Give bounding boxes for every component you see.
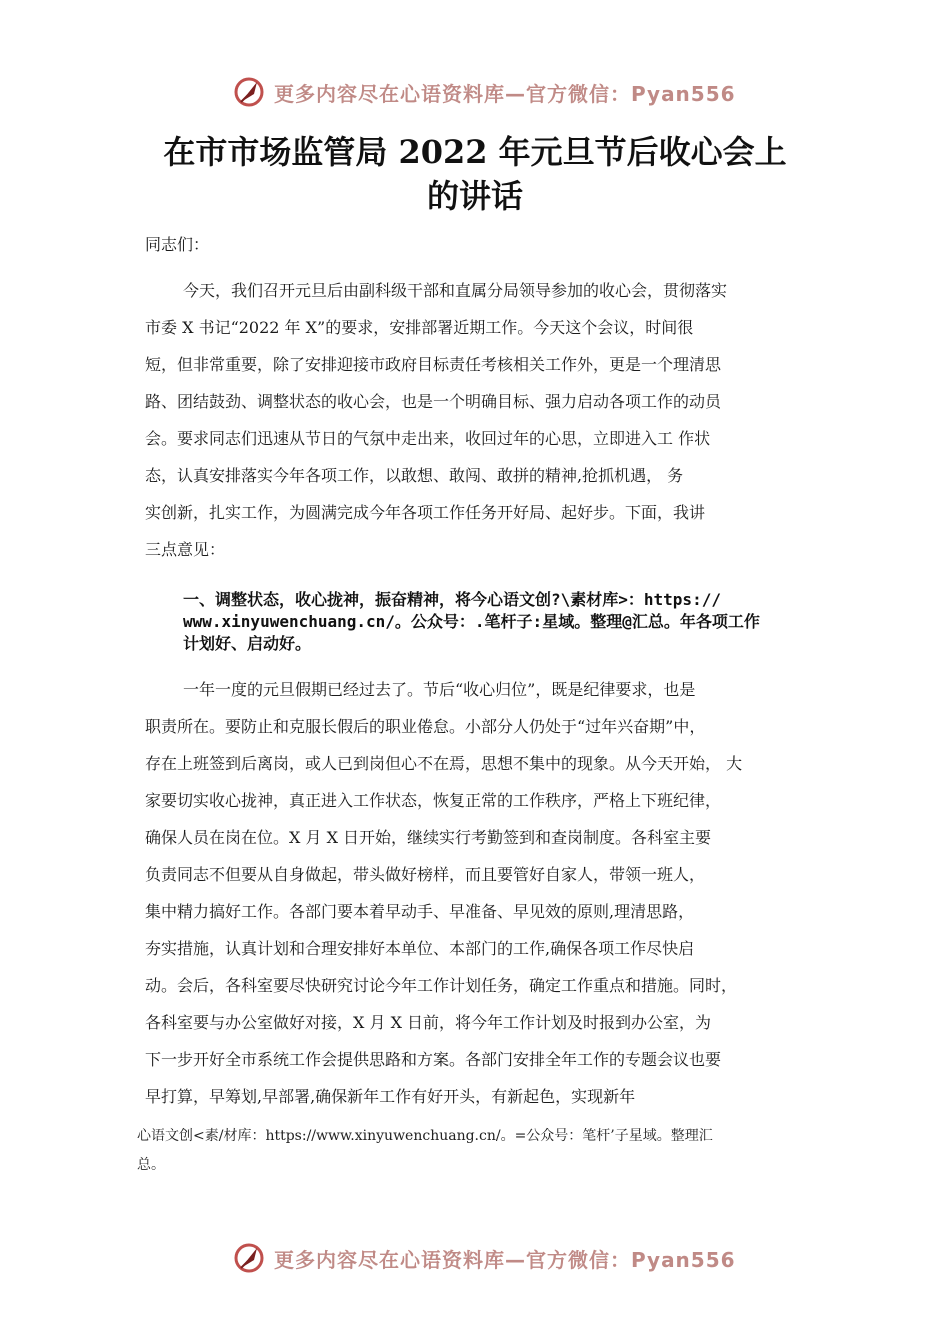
text-line: 一年一度的元旦假期已经过去了。节后“收心归位”，既是纪律要求，也是 [183,680,696,699]
quill-logo-icon [232,1241,266,1275]
text-line: 市委 X 书记“2022 年 X”的要求，安排部署近期工作。今天这个会议，时间很 [145,318,694,337]
text-line: 三点意见： [145,540,226,559]
footer-banner [232,1238,736,1278]
text-line: 路、团结鼓劲、调整状态的收心会，也是一个明确目标、强力启动各项工作的动员 [145,392,722,411]
banner-text: 更多内容尽在心语资料库—官方微信：Pyan556 [274,1247,736,1272]
page-title [120,130,830,218]
text-line: 家要切实收心拢神，真正进入工作状态，恢复正常的工作秩序，严格上下班纪律， [145,791,722,810]
footnote-line: 心语文创<素/材库：https://www.xinyuwenchuang.cn/。=公众号：笔杆’子星域。整理汇 [137,1128,713,1144]
title-line: 在市市场监管局 2022 年元旦节后收心会上 [163,133,787,171]
text-line: 存在上班签到后离岗，或人已到岗但心不在焉，思想不集中的现象。从今天开始， 大 [145,754,743,773]
text-line: 确保人员在岗在位。X 月 X 日开始，继续实行考勤签到和查岗制度。各科室主要 [145,828,712,847]
title-line: 的讲话 [426,177,523,215]
text-line: 动。会后，各科室要尽快研究讨论今年工作计划任务，确定工作重点和措施。同时， [145,976,738,995]
heading-line: 一、调整状态，收心拢神，振奋精神，将今心语文创?\素材库>：https:// [183,590,721,609]
footnote-line: 总。 [137,1157,165,1173]
header-banner [232,72,736,112]
quill-logo-icon [232,75,266,109]
text-line: 下一步开好全市系统工作会提供思路和方案。各部门安排全年工作的专题会议也要 [145,1050,722,1069]
text-line: 集中精力搞好工作。各部门要本着早动手、早准备、早见效的原则,理清思路， [145,902,695,921]
text-line: 夯实措施，认真计划和合理安排好本单位、本部门的工作,确保各项工作尽快启 [145,939,695,958]
text-line: 短，但非常重要，除了安排迎接市政府目标责任考核相关工作外，更是一个理清思 [145,355,722,374]
banner-text: 更多内容尽在心语资料库—官方微信：Pyan556 [274,81,736,106]
text-line: 职责所在。要防止和克服长假后的职业倦怠。小部分人仍处于“过年兴奋期”中， [145,717,706,736]
text-line: 今天，我们召开元旦后由副科级干部和直属分局领导参加的收心会，贯彻落实 [183,281,728,300]
heading-line: 计划好、启动好。 [183,634,312,653]
text-line: 实创新，扎实工作，为圆满完成今年各项工作任务开好局、起好步。下面，我讲 [145,503,706,522]
text-line: 态，认真安排落实今年各项工作，以敢想、敢闯、敢拼的精神,抢抓机遇， 务 [145,466,684,485]
salutation: 同志们： [145,235,210,254]
text-line: 早打算，早筹划,早部署,确保新年工作有好开头，有新起色，实现新年 [145,1087,636,1106]
text-line: 负责同志不但要从自身做起，带头做好榜样，而且要管好自家人，带领一班人， [145,865,706,884]
heading-line: www.xinyuwenchuang.cn/。公众号：.笔杆子:星域。整理@汇总。年各项工作 [183,612,760,631]
text-line: 各科室要与办公室做好对接，X 月 X 日前，将今年工作计划及时报到办公室，为 [145,1013,712,1032]
text-line: 会。要求同志们迅速从节日的气氛中走出来，收回过年的心思，立即进入工 作状 [145,429,711,448]
